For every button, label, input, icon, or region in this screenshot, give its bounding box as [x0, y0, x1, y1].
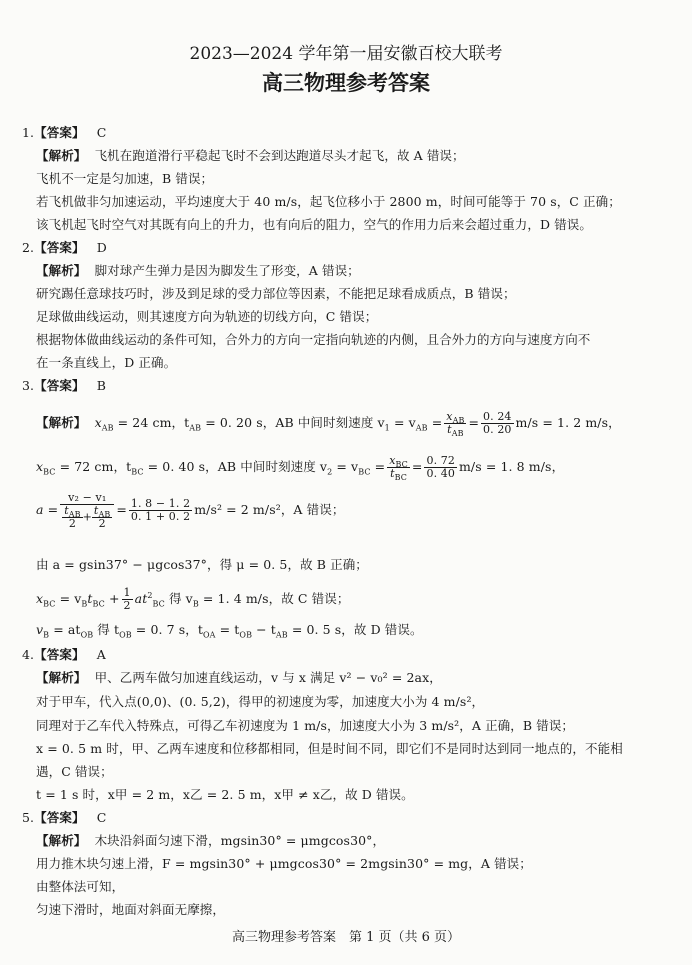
q1-answer: C — [96, 125, 107, 140]
q5-analysis-line-3: 由整体法可知， — [36, 879, 125, 894]
q4-analysis-line-4: x = 0. 5 m 时，甲、乙两车速度和位移都相同，但是时间不同，即它们不是同时达到同一地点的，不能相 — [36, 741, 623, 756]
q2-answer-line — [22, 240, 107, 256]
q2-number: 2. — [22, 240, 35, 255]
fraction: $\frac{1}{2}$ — [123, 586, 131, 612]
q5-number: 5. — [22, 810, 35, 825]
q4-analysis-line-3: 同理对于乙车代入特殊点，可得乙车初速度为 1 m/s，加速度大小为 3 m/s²，A 正确，B 错误； — [36, 718, 575, 733]
q3-number: 3. — [22, 378, 35, 393]
q4-number: 4. — [22, 647, 35, 662]
q4-analysis-line-6: t = 1 s 时，x甲 = 2 m，x乙 = 2. 5 m，x甲 ≠ x乙，故 D 错误。 — [36, 787, 414, 802]
q3-answer-line — [22, 378, 106, 394]
fraction: $\frac{0. 72}{0. 40}$ — [426, 454, 455, 480]
analysis-tag: 【解析】 — [36, 670, 87, 685]
q4-answer: A — [96, 647, 106, 662]
fraction: $\frac{x_{AB}}{t_{AB}}$ — [446, 410, 465, 439]
q3-analysis-line-2: $x_{BC} = 72$ cm，$t_{BC} = 0$. 40 s，AB 中间时刻速度 $v_2 = v_{BC}$ = $\frac{x_{BC}}{t_{BC}}$ = $\frac{0. 72}{0. 40}$ m/s = 1. 8 m/s， — [36, 454, 565, 483]
q3-analysis-line-5: $x_{BC} = v_Bt_{BC}$ + $\frac{1}{2}$ $at^2_{BC}$ 得 $v_B = 1$. 4 m/s，故 C 错误； — [36, 586, 350, 612]
q2-analysis-line-4: 根据物体做曲线运动的条件可知，合外力的方向一定指向轨迹的内侧，且合外力的方向与速度方向不 — [36, 332, 591, 347]
q5-analysis-line-4: 匀速下滑时，地面对斜面无摩擦， — [36, 902, 226, 917]
q3-analysis-line-3: a = v₂ − v₁ $t_{AB}$ 2 + $t_{AB}$ 2 = $\frac{1. 8 - 1. 2}{0. 1 + 0. 2}$ m/s² = 2 m/s²，A 错误； — [36, 490, 345, 530]
answer-title: 高三物理参考答案 — [262, 70, 430, 95]
answer-tag: 【答案】 — [34, 125, 85, 140]
q1-analysis-line-2: 飞机不一定是匀加速，B 错误； — [36, 171, 214, 186]
exam-title: 2023—2024 学年第一届安徽百校大联考 — [189, 44, 503, 64]
answer-tag: 【答案】 — [34, 378, 85, 393]
analysis-tag: 【解析】 — [36, 263, 87, 278]
q4-answer-line — [22, 647, 106, 663]
q2-analysis-line-3: 足球做曲线运动，则其速度方向为轨迹的切线方向，C 错误； — [36, 309, 378, 324]
q3-analysis-line-6: $v_B = at_{OB}$ 得 $t_{OB} = 0$. 7 s，$t_{OA} = t_{OB} - t_{AB} = 0$. 5 s，故 D 错误。 — [36, 622, 423, 640]
q4-analysis-line-2: 对于甲车，代入点(0,0)、(0. 5,2)，得甲的初速度为零，加速度大小为 4 m/s²， — [36, 694, 485, 709]
q3-analysis-line-4: 由 a = gsin37° − μgcos37°，得 μ = 0. 5，故 B 正确； — [36, 557, 368, 572]
answer-tag: 【答案】 — [34, 810, 85, 825]
q1-answer-line — [22, 125, 106, 141]
q1-analysis-line-4: 该飞机起飞时空气对其既有向上的升力，也有向后的阻力，空气的作用力后来会超过重力，D 错误。 — [36, 217, 592, 232]
q4-analysis-line-5: 遇，C 错误； — [36, 764, 113, 779]
analysis-tag: 【解析】 — [36, 833, 87, 848]
q1-analysis-line-1: 【解析】 飞机在跑道滑行平稳起飞时不会到达跑道尽头才起飞，故 A 错误； — [36, 148, 465, 163]
q5-analysis-line-2: 用力推木块匀速上滑，F = mgsin30° + μmgcos30° = 2mgsin30° = mg，A 错误； — [36, 856, 532, 871]
page-footer: 高三物理参考答案 第 1 页（共 6 页） — [231, 930, 461, 945]
q5-answer: C — [96, 810, 107, 825]
q2-analysis-line-2: 研究踢任意球技巧时，涉及到足球的受力部位等因素，不能把足球看成质点，B 错误； — [36, 286, 516, 301]
q1-number: 1. — [22, 125, 35, 140]
q2-answer: D — [96, 240, 107, 255]
q2-analysis-line-1: 【解析】 脚对球产生弹力是因为脚发生了形变，A 错误； — [36, 263, 360, 278]
q2-analysis-line-5: 在一条直线上，D 正确。 — [36, 355, 177, 370]
answer-tag: 【答案】 — [34, 240, 85, 255]
q3-answer: B — [96, 378, 107, 393]
q5-answer-line — [22, 810, 106, 826]
q1-analysis-line-3: 若飞机做非匀加速运动，平均速度大于 40 m/s，起飞位移小于 2800 m，时间可能等于 70 s，C 正确； — [36, 194, 621, 209]
answer-tag: 【答案】 — [34, 647, 85, 662]
q5-analysis-line-1: 【解析】 木块沿斜面匀速下滑，mgsin30° = μmgcos30°， — [36, 833, 386, 848]
q4-analysis-line-1: 【解析】 甲、乙两车做匀加速直线运动，v 与 x 满足 v² − v₀² = 2ax， — [36, 670, 442, 685]
analysis-tag: 【解析】 — [36, 148, 87, 163]
analysis-tag: 【解析】 — [36, 415, 87, 430]
fraction: $\frac{1. 8 - 1. 2}{0. 1 + 0. 2}$ — [130, 497, 191, 523]
fraction: v₂ − v₁ $t_{AB}$ 2 + $t_{AB}$ 2 — [60, 492, 114, 530]
q3-analysis-line-1: 【解析】 $x_{AB} = 24$ cm，$t_{AB} = 0$. 20 s，AB 中间时刻速度 $v_1 = v_{AB}$ = $\frac{x_{AB}}{t_{AB}}$ = $\frac{0. 24}{0. 20}$ m/s = 1. 2 m/s， — [36, 410, 621, 439]
fraction: $\frac{0. 24}{0. 20}$ — [483, 410, 512, 436]
fraction: $\frac{x_{BC}}{t_{BC}}$ — [389, 454, 408, 483]
